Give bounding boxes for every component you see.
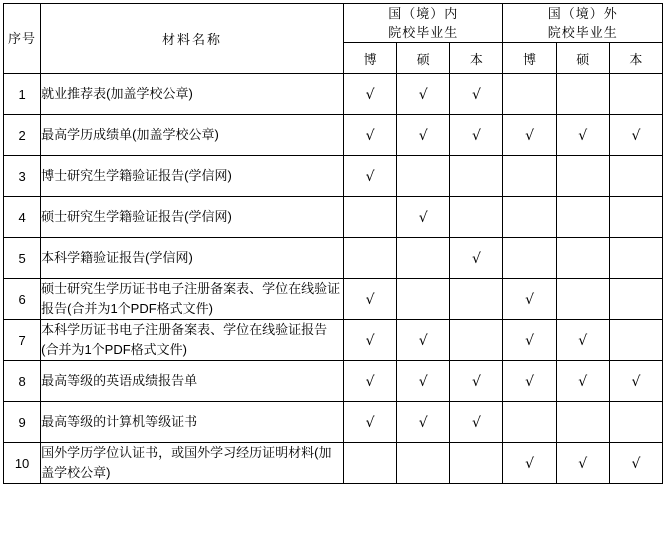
check-icon: √: [471, 373, 481, 390]
check-cell: [344, 402, 397, 443]
check-cell: [397, 197, 450, 238]
row-number: 3: [4, 156, 41, 197]
table-body: [4, 74, 663, 484]
check-cell: [397, 361, 450, 402]
row-material-name: 硕士研究生学籍验证报告(学信网): [41, 197, 344, 238]
row-material-name: 国外学历学位认证书，或国外学习经历证明材料(加盖学校公章): [41, 443, 344, 484]
check-icon: √: [418, 86, 428, 103]
check-cell: [344, 74, 397, 115]
check-cell: [556, 320, 609, 361]
check-cell: [503, 361, 556, 402]
check-icon: √: [418, 332, 428, 349]
row-material-name: 就业推荐表(加盖学校公章): [41, 74, 344, 115]
table-row: [4, 238, 663, 279]
check-icon: √: [525, 455, 535, 472]
empty-cell: [609, 156, 662, 197]
empty-cell: [556, 156, 609, 197]
empty-cell: [450, 443, 503, 484]
check-cell: [397, 402, 450, 443]
check-cell: [397, 320, 450, 361]
empty-cell: [344, 197, 397, 238]
table-row: [4, 279, 663, 320]
header-degree-domestic-doctor: 博: [344, 43, 397, 74]
row-material-name: 本科学籍验证报告(学信网): [41, 238, 344, 279]
table-row: [4, 320, 663, 361]
check-cell: [450, 74, 503, 115]
empty-cell: [344, 238, 397, 279]
table-row: [4, 74, 663, 115]
check-icon: √: [471, 86, 481, 103]
header-degree-domestic-master: 硕: [397, 43, 450, 74]
check-icon: √: [418, 414, 428, 431]
check-icon: √: [365, 414, 375, 431]
check-icon: √: [418, 127, 428, 144]
empty-cell: [609, 74, 662, 115]
row-number: 8: [4, 361, 41, 402]
row-material-name: 最高学历成绩单(加盖学校公章): [41, 115, 344, 156]
check-cell: [397, 74, 450, 115]
check-icon: √: [471, 250, 481, 267]
check-cell: [503, 115, 556, 156]
document-page: [0, 3, 666, 557]
header-cell-no: [4, 4, 41, 74]
check-icon: √: [631, 373, 641, 390]
check-cell: [344, 279, 397, 320]
check-cell: [450, 238, 503, 279]
header-degree-overseas-master: 硕: [556, 43, 609, 74]
table-row: [4, 402, 663, 443]
check-icon: √: [365, 127, 375, 144]
empty-cell: [397, 443, 450, 484]
header-degree-domestic-bachelor: 本: [450, 43, 503, 74]
empty-cell: [609, 279, 662, 320]
empty-cell: [556, 238, 609, 279]
group-overseas-line1: 国（境）外: [547, 6, 618, 21]
empty-cell: [344, 443, 397, 484]
empty-cell: [609, 320, 662, 361]
table-header: [4, 4, 663, 74]
check-cell: [503, 279, 556, 320]
check-cell: [450, 402, 503, 443]
check-icon: √: [525, 127, 535, 144]
check-icon: √: [578, 332, 588, 349]
group-overseas-line2: 院校毕业生: [547, 25, 618, 40]
row-number: 10: [4, 443, 41, 484]
check-icon: √: [631, 127, 641, 144]
check-icon: √: [365, 168, 375, 185]
header-row-groups: [4, 4, 663, 43]
empty-cell: [397, 156, 450, 197]
header-degree-overseas-bachelor: 本: [609, 43, 662, 74]
row-material-name: 最高等级的英语成绩报告单: [41, 361, 344, 402]
header-cell-group-domestic: [344, 4, 503, 43]
check-icon: √: [631, 455, 641, 472]
table-row: [4, 115, 663, 156]
table-row: [4, 197, 663, 238]
check-cell: [503, 320, 556, 361]
check-icon: √: [418, 209, 428, 226]
header-cell-name: 材料名称: [41, 4, 344, 74]
check-icon: √: [525, 373, 535, 390]
check-icon: √: [365, 373, 375, 390]
header-cell-group-overseas: [503, 4, 663, 43]
empty-cell: [556, 279, 609, 320]
check-cell: [609, 443, 662, 484]
empty-cell: [503, 156, 556, 197]
check-icon: √: [578, 127, 588, 144]
check-cell: [556, 361, 609, 402]
check-cell: [344, 156, 397, 197]
empty-cell: [503, 238, 556, 279]
row-material-name: 最高等级的计算机等级证书: [41, 402, 344, 443]
check-cell: [397, 115, 450, 156]
check-cell: [344, 115, 397, 156]
group-domestic-line1: 国（境）内: [388, 6, 459, 21]
empty-cell: [503, 74, 556, 115]
check-icon: √: [578, 373, 588, 390]
table-row: [4, 443, 663, 484]
empty-cell: [397, 279, 450, 320]
row-material-name: 博士研究生学籍验证报告(学信网): [41, 156, 344, 197]
materials-table: [3, 3, 663, 484]
check-icon: √: [418, 373, 428, 390]
check-icon: √: [578, 455, 588, 472]
check-icon: √: [365, 332, 375, 349]
row-material-name: 本科学历证书电子注册备案表、学位在线验证报告(合并为1个PDF格式文件): [41, 320, 344, 361]
empty-cell: [556, 197, 609, 238]
row-number: 7: [4, 320, 41, 361]
empty-cell: [556, 402, 609, 443]
check-cell: [503, 443, 556, 484]
row-number: 1: [4, 74, 41, 115]
check-cell: [344, 320, 397, 361]
row-number: 4: [4, 197, 41, 238]
row-number: 2: [4, 115, 41, 156]
check-cell: [609, 361, 662, 402]
empty-cell: [609, 402, 662, 443]
check-icon: √: [365, 86, 375, 103]
empty-cell: [450, 197, 503, 238]
row-number: 5: [4, 238, 41, 279]
empty-cell: [556, 74, 609, 115]
row-number: 9: [4, 402, 41, 443]
empty-cell: [503, 402, 556, 443]
header-degree-overseas-doctor: 博: [503, 43, 556, 74]
check-cell: [556, 115, 609, 156]
check-cell: [344, 361, 397, 402]
empty-cell: [450, 279, 503, 320]
check-icon: √: [525, 291, 535, 308]
row-material-name: 硕士研究生学历证书电子注册备案表、学位在线验证报告(合并为1个PDF格式文件): [41, 279, 344, 320]
check-cell: [556, 443, 609, 484]
empty-cell: [397, 238, 450, 279]
check-icon: √: [471, 414, 481, 431]
check-cell: [450, 361, 503, 402]
check-icon: √: [365, 291, 375, 308]
check-icon: √: [525, 332, 535, 349]
empty-cell: [503, 197, 556, 238]
empty-cell: [450, 156, 503, 197]
empty-cell: [609, 238, 662, 279]
check-cell: [609, 115, 662, 156]
empty-cell: [450, 320, 503, 361]
group-domestic-line2: 院校毕业生: [388, 25, 459, 40]
table-row: [4, 361, 663, 402]
empty-cell: [609, 197, 662, 238]
check-cell: [450, 115, 503, 156]
check-icon: √: [471, 127, 481, 144]
header-no-line1: 序号: [8, 31, 37, 46]
row-number: 6: [4, 279, 41, 320]
table-row: [4, 156, 663, 197]
